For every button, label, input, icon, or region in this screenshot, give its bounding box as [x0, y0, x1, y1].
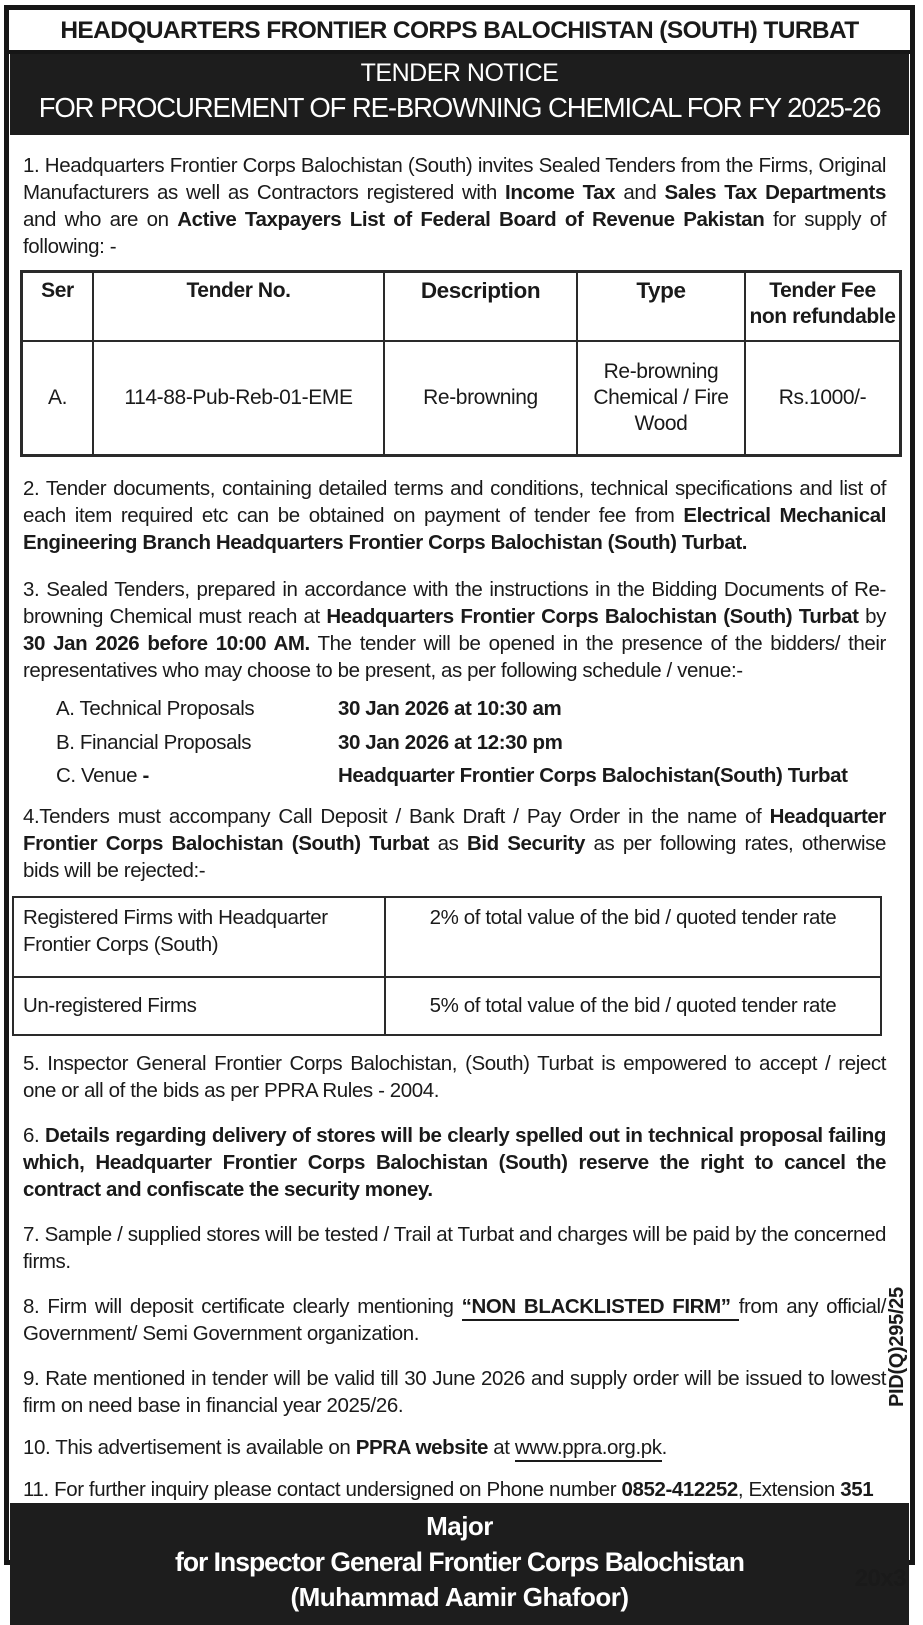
- paragraph-8: 8. Firm will deposit certificate clearly mentioning “NON BLACKLISTED FIRM” from any official/ Government/ Semi Government organization.: [23, 1294, 886, 1345]
- tender-table-row: [22, 341, 901, 456]
- schedule-label: C. Venue -: [56, 764, 149, 787]
- notice-title-band: [10, 54, 909, 135]
- cell-tender-no: 114-88-Pub-Reb-01-EME: [93, 341, 384, 456]
- cell-fee: Rs.1000/-: [745, 341, 901, 456]
- paragraph-2: 2. Tender documents, containing detailed terms and conditions, technical specifications and list of each item required etc can be obtained on payment of tender fee from Electrical Mechanical Engineering Branch Headquarters Frontier Corps Balochistan (South) Turbat.: [23, 477, 886, 554]
- org-title: HEADQUARTERS FRONTIER CORPS BALOCHISTAN (SOUTH) TURBAT: [9, 10, 910, 54]
- cell-description: Re-browning: [384, 341, 577, 456]
- schedule-label: B. Financial Proposals: [56, 730, 252, 754]
- notice-body: [9, 135, 910, 1503]
- paragraph-4: 4.Tenders must accompany Call Deposit / Bank Draft / Pay Order in the name of Headquarter Frontier Corps Balochistan (South) Turbat as Bid Security as per following rates, otherwise bids will be rejected:-: [23, 804, 886, 882]
- schedule-row-venue: [23, 759, 886, 793]
- schedule-row-financial: [23, 726, 886, 760]
- col-header-tender-fee: Tender Fee non refundable: [745, 272, 901, 342]
- signature-block: [10, 1503, 909, 1625]
- schedule-value: Headquarter Frontier Corps Balochistan(South) Turbat: [338, 764, 848, 787]
- col-header-tender-no: Tender No.: [93, 272, 384, 342]
- notice-subtitle: FOR PROCUREMENT OF RE-BROWNING CHEMICAL FOR FY 2025-26: [38, 92, 881, 123]
- schedule-label: A. Technical Proposals: [56, 697, 255, 720]
- notice-title: TENDER NOTICE: [360, 59, 559, 87]
- bid-security-rate: 5% of total value of the bid / quoted tender rate: [385, 977, 881, 1035]
- signatory-name: (Muhammad Aamir Ghafoor): [290, 1581, 629, 1612]
- paragraph-10: 10. This advertisement is available on PPRA website at www.ppra.org.pk.: [23, 1434, 886, 1461]
- bid-security-table: [12, 896, 882, 1036]
- schedule-row-technical: [23, 692, 886, 726]
- paragraph-6: 6. Details regarding delivery of stores will be clearly spelled out in technical proposal failing which, Headquarter Frontier Corps Balochistan (South) reserve the right to cancel the contract and confiscate the security money.: [23, 1123, 886, 1201]
- bid-security-row-registered: [13, 897, 881, 977]
- bid-security-firm-type: Registered Firms with Headquarter Frontier Corps (South): [13, 897, 385, 977]
- paragraph-5: 5. Inspector General Frontier Corps Balochistan, (South) Turbat is empowered to accept / reject one or all of the bids as per PPRA Rules - 2004.: [23, 1051, 886, 1102]
- cell-ser: A.: [22, 341, 94, 456]
- schedule-value: 30 Jan 2026 at 12:30 pm: [338, 730, 563, 754]
- bid-security-rate: 2% of total value of the bid / quoted tender rate: [385, 897, 881, 977]
- col-header-description: Description: [384, 272, 577, 342]
- bid-security-row-unregistered: [13, 977, 881, 1035]
- ad-size-note: 20x3: [854, 1565, 906, 1592]
- tender-table-header-row: [22, 272, 901, 342]
- opening-schedule: [23, 692, 886, 793]
- pid-number: PID(Q)295/25: [886, 1287, 908, 1407]
- paragraph-3: 3. Sealed Tenders, prepared in accordance with the instructions in the Bidding Documents of Re-browning Chemical must reach at Headquarters Frontier Corps Balochistan (South) Turbat by 30 Jan 2026 before 10:00 AM. The tender will be opened in the presence of the bidders/ their representatives who may choose to be present, as per following schedule / venue:-: [23, 578, 886, 682]
- tender-items-table: [20, 270, 902, 457]
- paragraph-1: 1. Headquarters Frontier Corps Balochistan (South) invites Sealed Tenders from the Firms, Original Manufacturers as well as Contractors registered with Income Tax and Sales Tax Departments and who are on Active Taxpayers List of Federal Board of Revenue Pakistan for supply of following: -: [23, 154, 887, 258]
- paragraph-7: 7. Sample / supplied stores will be tested / Trail at Turbat and charges will be paid by the concerned firms.: [23, 1222, 886, 1273]
- paragraph-9: 9. Rate mentioned in tender will be valid till 30 June 2026 and supply order will be issued to lowest firm on need base in financial year 2025/26.: [23, 1366, 886, 1417]
- bid-security-firm-type: Un-registered Firms: [13, 977, 385, 1035]
- cell-type: Re-browning Chemical / Fire Wood: [577, 341, 745, 456]
- paragraph-11: 11. For further inquiry please contact undersigned on Phone number 0852-412252, Extension 351: [23, 1477, 874, 1501]
- col-header-ser: Ser: [22, 272, 94, 342]
- col-header-type: Type: [577, 272, 745, 342]
- signatory-designation: for Inspector General Frontier Corps Balochistan: [175, 1546, 744, 1577]
- schedule-value: 30 Jan 2026 at 10:30 am: [338, 697, 562, 720]
- signatory-rank: Major: [426, 1510, 493, 1541]
